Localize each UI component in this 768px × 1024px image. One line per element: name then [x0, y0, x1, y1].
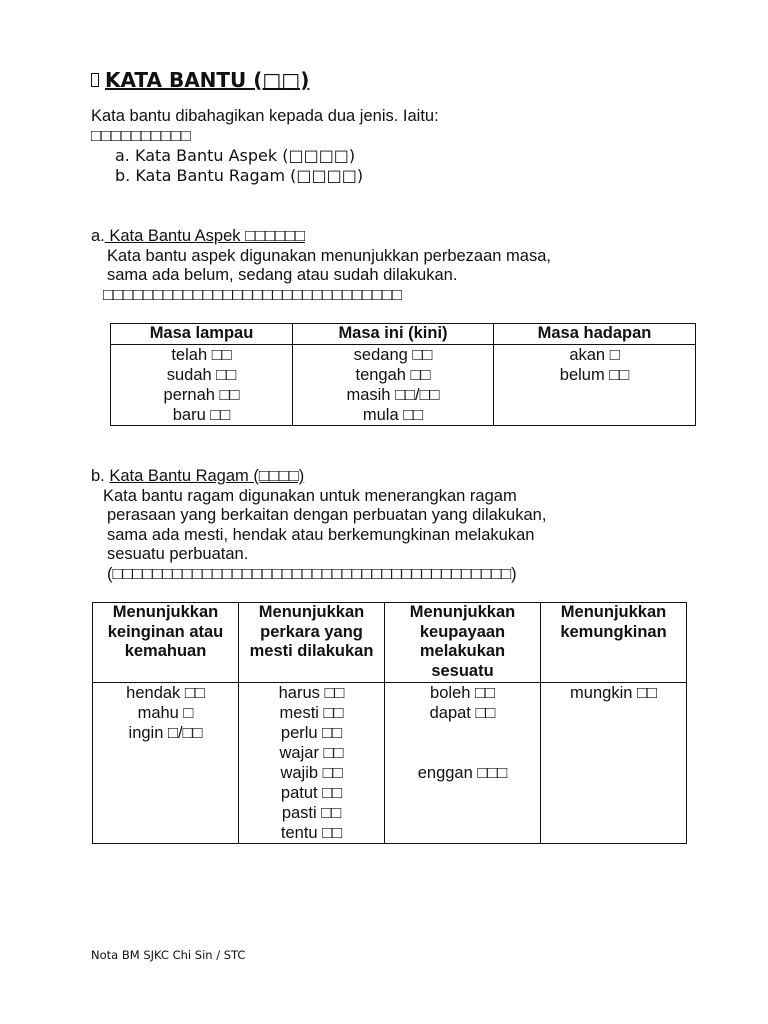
section-b-prefix: b. [91, 467, 110, 485]
aspek-table [110, 323, 696, 426]
ragam-cell-kemungkinan [541, 683, 687, 844]
section-b-desc-1: Kata bantu ragam digunakan untuk menerangkan ragam [103, 487, 517, 505]
aspek-cell-hadapan [494, 345, 696, 426]
list-item: akan □ [569, 346, 620, 364]
section-b-desc-4: sesuatu perbuatan. [107, 545, 249, 563]
ragam-header-mesti: Menunjukkan perkara yang mesti dilakukan [239, 603, 385, 683]
section-a-title: Kata Bantu Aspek □□□□□□ [104, 227, 305, 245]
section-b-heading [91, 466, 304, 486]
aspek-header-kini: Masa ini (kini) [293, 324, 494, 345]
cell-spacer [389, 743, 536, 763]
list-item: masih □□/□□ [346, 386, 440, 404]
section-b-desc-5: (□□□□□□□□□□□□□□□□□□□□□□□□□□□□□□□□□□□□□□□□) [107, 565, 517, 583]
square-box-icon [91, 73, 99, 87]
ragam-header-kemungkinan: Menunjukkan kemungkinan [541, 603, 687, 683]
section-a-desc-1: Kata bantu aspek digunakan menunjukkan perbezaan masa, [107, 247, 551, 265]
list-item: sedang □□ [353, 346, 433, 364]
cell-spacer [389, 723, 536, 743]
list-item: mesti □□ [279, 704, 344, 722]
ragam-header-keinginan: Menunjukkan keinginan atau kemahuan [93, 603, 239, 683]
list-item: mahu □ [137, 704, 194, 722]
intro-line-2: □□□□□□□□□□ [91, 127, 191, 145]
intro-item-b: b. Kata Bantu Ragam (□□□□) [115, 166, 364, 185]
aspek-cell-kini [293, 345, 494, 426]
list-item: pasti □□ [281, 804, 342, 822]
list-item: hendak □□ [126, 684, 205, 702]
section-a-heading [91, 226, 305, 246]
aspek-header-lampau: Masa lampau [111, 324, 293, 345]
section-a-desc-3: □□□□□□□□□□□□□□□□□□□□□□□□□□□□□□ [103, 286, 402, 304]
list-item: mula □□ [362, 406, 424, 424]
list-item: perlu □□ [280, 724, 343, 742]
list-item: tentu □□ [280, 824, 343, 842]
list-item: dapat □□ [429, 704, 496, 722]
list-item: boleh □□ [430, 684, 495, 702]
aspek-header-hadapan: Masa hadapan [494, 324, 696, 345]
section-b-title: Kata Bantu Ragam (□□□□) [109, 467, 305, 485]
section-a-prefix: a. [91, 227, 105, 245]
page-footer: Nota BM SJKC Chi Sin / STC [91, 948, 246, 962]
section-b-desc-2: perasaan yang berkaitan dengan perbuatan yang dilakukan, [107, 506, 547, 524]
aspek-table-header-row [111, 324, 696, 345]
ragam-header-keupayaan: Menunjukkan keupayaan melakukan sesuatu [385, 603, 541, 683]
aspek-table-row [111, 345, 696, 426]
page-title [91, 66, 309, 94]
page-title-text: KATA BANTU (□□) [105, 68, 310, 92]
section-b-desc-3: sama ada mesti, hendak atau berkemungkinan melakukan [107, 526, 535, 544]
ragam-cell-mesti [239, 683, 385, 844]
list-item: enggan □□□ [417, 764, 508, 782]
aspek-cell-lampau [111, 345, 293, 426]
list-item: sudah □□ [166, 366, 237, 384]
intro-item-a: a. Kata Bantu Aspek (□□□□) [115, 146, 356, 165]
section-a-desc-2: sama ada belum, sedang atau sudah dilakukan. [107, 266, 458, 284]
ragam-table-header-row [93, 603, 687, 683]
ragam-table [92, 602, 687, 844]
list-item: patut □□ [280, 784, 343, 802]
ragam-cell-keupayaan [385, 683, 541, 844]
list-item: belum □□ [559, 366, 630, 384]
ragam-table-row [93, 683, 687, 844]
list-item: wajar □□ [279, 744, 344, 762]
ragam-cell-keinginan [93, 683, 239, 844]
list-item: ingin □/□□ [128, 724, 203, 742]
list-item: wajib □□ [280, 764, 343, 782]
intro-line-1: Kata bantu dibahagikan kepada dua jenis. Iaitu: [91, 107, 439, 125]
list-item: baru □□ [172, 406, 231, 424]
list-item: harus □□ [278, 684, 345, 702]
list-item: pernah □□ [163, 386, 240, 404]
list-item: mungkin □□ [570, 684, 657, 702]
list-item: telah □□ [171, 346, 232, 364]
list-item: tengah □□ [355, 366, 431, 384]
